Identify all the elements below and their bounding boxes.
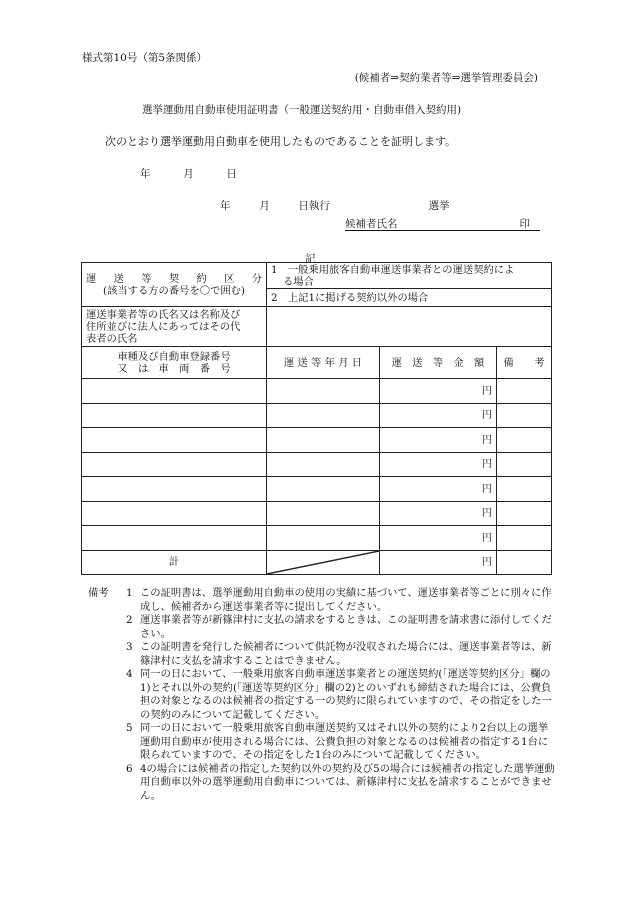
diagonal-strike <box>267 551 379 574</box>
total-amount-cell[interactable]: 円 <box>380 550 497 574</box>
remark-text: 同一の日において一般乗用旅客自動車運送契約又はそれ以外の契約により2台以上の選挙運動用自動車が使用される場合には、公費負担の対象となるのは候補者の指定する1台に限られていますので、その指定をした1台のみについて記載してください。 <box>140 722 549 761</box>
amount-cell[interactable]: 円 <box>380 501 497 526</box>
date-month-label: 月 <box>183 168 194 180</box>
form-number: 様式第10号（第5条関係） <box>82 52 208 64</box>
contract-class-instruction: (該当する方の番号を〇で囲む) <box>103 284 245 297</box>
document-title: 選挙運動用自動車使用証明書（一般運送契約用・自動車借入契約用) <box>142 104 462 116</box>
amount-cell[interactable]: 円 <box>380 379 497 404</box>
remark-number: 6 <box>126 762 133 775</box>
table-row <box>82 526 552 551</box>
contract-row-1 <box>82 263 552 289</box>
operator-row <box>82 307 552 347</box>
col-vehicle-line2: 又 は 車 両 番 号 <box>117 362 231 375</box>
remark-text: 運送事業者等が新篠津村に支払の請求をするときは、この証明書を請求書に添付してください。 <box>140 614 552 640</box>
remark-item <box>88 614 558 641</box>
election-line <box>220 198 450 213</box>
remark-text: 4の場合には候補者の指定した契約以外の契約及び5の場合には候補者の指定した選挙運動用自動車以外の選挙運動用自動車については、新篠津村に支払を請求することができません。 <box>140 762 555 802</box>
option-1-line1: 1 一般乗用旅客自動車運送事業者との運送契約によ <box>271 263 515 276</box>
remarks-cell[interactable] <box>497 379 552 404</box>
table-row <box>82 379 552 404</box>
remark-number: 5 <box>126 722 133 734</box>
remarks-cell[interactable] <box>497 428 552 453</box>
date-day-label: 日 <box>226 168 237 180</box>
remark-number: 3 <box>126 641 133 653</box>
election-label: 選挙 <box>428 200 450 212</box>
amount-cell[interactable]: 円 <box>380 403 497 428</box>
remarks-cell[interactable] <box>497 526 552 551</box>
operator-label-line3: 表者の氏名 <box>86 332 138 345</box>
amount-cell[interactable]: 円 <box>380 452 497 477</box>
remarks-cell[interactable] <box>497 452 552 477</box>
total-remarks-cell[interactable] <box>497 550 552 574</box>
seal-mark: 印 <box>519 218 530 230</box>
remark-text: この証明書を発行した候補者について供託物が没収された場合には、運送事業者等は、新篠津村に支払を請求することはできません。 <box>140 641 552 667</box>
exec-day-label: 日執行 <box>298 200 330 212</box>
table-row <box>82 501 552 526</box>
date-cell[interactable] <box>267 452 380 477</box>
column-header-row <box>82 347 552 379</box>
candidate-name-field[interactable] <box>345 216 540 231</box>
remark-item <box>88 763 558 804</box>
remarks-cell[interactable] <box>497 403 552 428</box>
total-date-crossed <box>267 550 380 574</box>
contract-class-title: 運 送 等 契 約 区 分 <box>86 272 262 285</box>
date-cell[interactable] <box>267 501 380 526</box>
certification-date <box>140 166 237 181</box>
vehicle-cell[interactable] <box>82 501 267 526</box>
date-cell[interactable] <box>267 403 380 428</box>
total-label: 計 <box>82 550 267 574</box>
vehicle-cell[interactable] <box>82 428 267 453</box>
table-row <box>82 428 552 453</box>
table-row <box>82 477 552 502</box>
vehicle-cell[interactable] <box>82 452 267 477</box>
option-1-line2: る場合 <box>283 275 314 288</box>
col-amount-header: 運 送 等 金 額 <box>380 347 497 379</box>
routing-note: (候補者⇒契約業者等⇒選挙管理委員会) <box>354 72 538 84</box>
date-cell[interactable] <box>267 526 380 551</box>
remark-item <box>88 668 558 722</box>
date-cell[interactable] <box>267 428 380 453</box>
remark-text: 同一の日において、一般乗用旅客自動車運送事業者との運送契約(「運送等契約区分」欄の1)とそれ以外の契約(「運送等契約区分」欄の2)とのいずれも締結された場合には、公費負担の対象となるのは候補者の指定する一の契約に限られていますので、その指定をした一の契約のみについて記載してください。 <box>140 668 552 721</box>
remark-text: この証明書は、選挙運動用自動車の使用の実績に基づいて、運送事業者等ごとに別々に作成し、候補者から運送事業者等に提出してください。 <box>140 587 552 613</box>
remarks-cell[interactable] <box>497 477 552 502</box>
amount-cell[interactable]: 円 <box>380 428 497 453</box>
ki-heading: 記 <box>305 253 316 265</box>
remark-number: 4 <box>126 668 133 680</box>
remark-item <box>88 722 558 763</box>
col-date-header: 運 送 等 年 月 日 <box>267 347 380 379</box>
operator-input[interactable] <box>267 307 552 347</box>
remark-number: 2 <box>126 614 133 626</box>
usage-table <box>81 262 552 575</box>
operator-label-line2: 住所並びに法人にあってはその代 <box>86 320 241 333</box>
contract-option-1[interactable] <box>267 263 552 289</box>
candidate-name-label: 候補者氏名 <box>345 218 398 230</box>
remark-item <box>88 641 558 668</box>
amount-cell[interactable]: 円 <box>380 526 497 551</box>
vehicle-cell[interactable] <box>82 526 267 551</box>
remarks-cell[interactable] <box>497 501 552 526</box>
exec-month-label: 月 <box>259 200 270 212</box>
table-row <box>82 452 552 477</box>
date-cell[interactable] <box>267 477 380 502</box>
table-row <box>82 403 552 428</box>
vehicle-cell[interactable] <box>82 403 267 428</box>
contract-option-2[interactable]: 2 上記1に掲げる契約以外の場合 <box>267 289 552 307</box>
operator-label-line1: 運送事業者等の氏名又は名称及び <box>86 308 241 321</box>
total-row <box>82 550 552 574</box>
contract-class-label <box>82 263 267 307</box>
remark-number: 1 <box>126 587 133 599</box>
certification-statement: 次のとおり選挙運動用自動車を使用したものであることを証明します。 <box>105 135 457 148</box>
operator-label <box>82 307 267 347</box>
date-cell[interactable] <box>267 379 380 404</box>
col-vehicle-line1: 車種及び自動車登録番号 <box>117 350 231 363</box>
vehicle-cell[interactable] <box>82 379 267 404</box>
remarks-section <box>88 587 558 803</box>
date-year-label: 年 <box>140 168 151 180</box>
vehicle-cell[interactable] <box>82 477 267 502</box>
col-remarks-header: 備 考 <box>497 347 552 379</box>
exec-year-label: 年 <box>220 200 231 212</box>
amount-cell[interactable]: 円 <box>380 477 497 502</box>
remarks-heading: 備考 <box>88 587 109 599</box>
col-vehicle-header <box>82 347 267 379</box>
remark-item <box>88 587 558 614</box>
